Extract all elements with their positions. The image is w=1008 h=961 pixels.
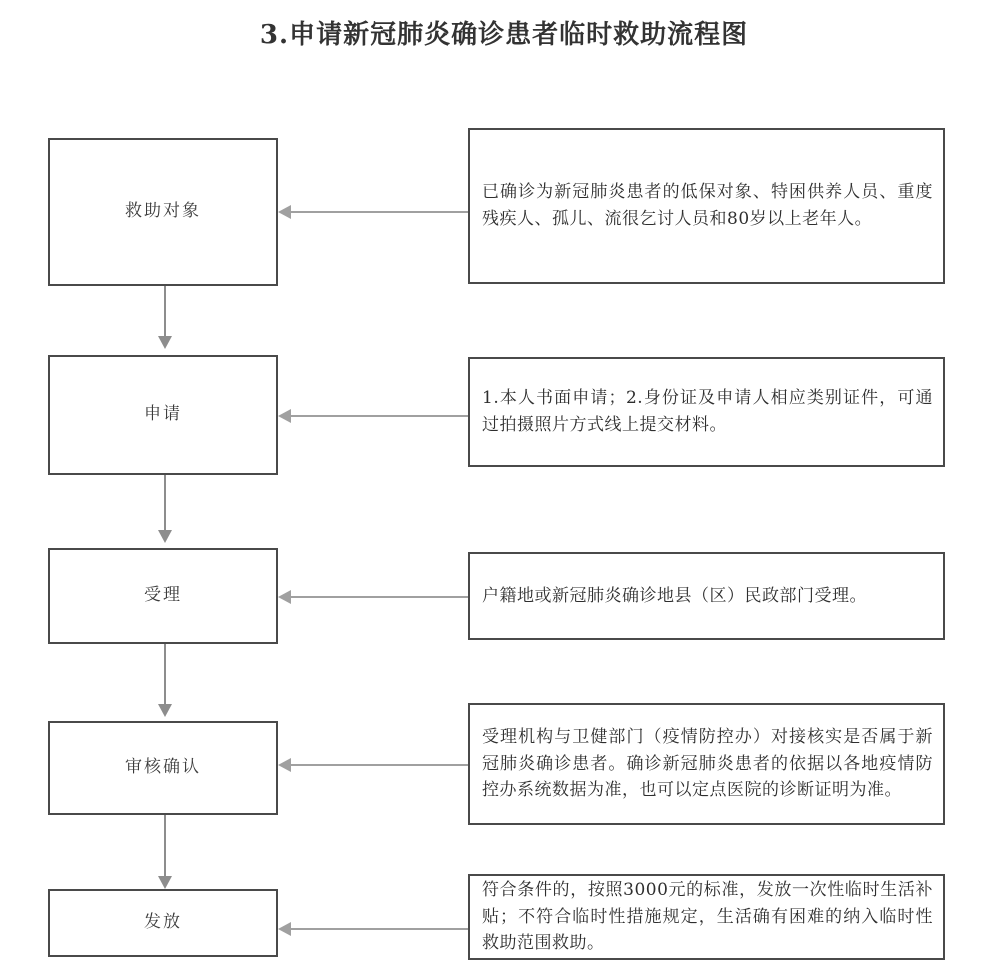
flow-note-text: 1.本人书面申请；2.身份证及申请人相应类别证件，可通过拍摄照片方式线上提交材料。 bbox=[482, 388, 933, 435]
flow-node-label: 申请 bbox=[144, 404, 182, 425]
arrow-left-icon bbox=[278, 590, 291, 604]
arrow-down-icon bbox=[158, 704, 172, 717]
flow-note-step-1 bbox=[468, 128, 945, 284]
flow-node-step-3 bbox=[48, 548, 278, 644]
vertical-connector-1-to-2 bbox=[164, 286, 166, 338]
vertical-connector-4-to-5 bbox=[164, 815, 166, 878]
flow-note-step-2 bbox=[468, 357, 945, 467]
horizontal-connector-step-2 bbox=[290, 415, 468, 417]
arrow-down-icon bbox=[158, 876, 172, 889]
arrow-down-icon bbox=[158, 530, 172, 543]
vertical-connector-2-to-3 bbox=[164, 475, 166, 532]
flow-node-label: 救助对象 bbox=[125, 201, 201, 222]
arrow-left-icon bbox=[278, 922, 291, 936]
horizontal-connector-step-3 bbox=[290, 596, 468, 598]
flow-note-step-4 bbox=[468, 703, 945, 825]
horizontal-connector-step-5 bbox=[290, 928, 468, 930]
arrow-left-icon bbox=[278, 758, 291, 772]
flow-node-label: 受理 bbox=[144, 585, 182, 606]
flow-note-text: 受理机构与卫健部门（疫情防控办）对接核实是否属于新冠肺炎确诊患者。确诊新冠肺炎患者的依据以各地疫情防控办系统数据为准，也可以定点医院的诊断证明为准。 bbox=[482, 726, 933, 801]
flow-note-step-5 bbox=[468, 874, 945, 960]
page-title: 3.申请新冠肺炎确诊患者临时救助流程图 bbox=[259, 20, 749, 50]
flow-node-step-5 bbox=[48, 889, 278, 957]
flow-node-step-2 bbox=[48, 355, 278, 475]
flow-note-text: 符合条件的，按照3000元的标准，发放一次性临时生活补贴；不符合临时性措施规定，生活确有困难的纳入临时性救助范围救助。 bbox=[482, 879, 933, 954]
flow-note-text: 已确诊为新冠肺炎患者的低保对象、特困供养人员、重度残疾人、孤儿、流很乞讨人员和80岁以上老年人。 bbox=[482, 182, 933, 229]
arrow-left-icon bbox=[278, 409, 291, 423]
arrow-left-icon bbox=[278, 205, 291, 219]
vertical-connector-3-to-4 bbox=[164, 644, 166, 706]
flow-node-step-1 bbox=[48, 138, 278, 286]
flow-note-text: 户籍地或新冠肺炎确诊地县（区）民政部门受理。 bbox=[482, 585, 867, 606]
flow-node-label: 发放 bbox=[144, 912, 182, 933]
flow-node-step-4 bbox=[48, 721, 278, 815]
flow-node-label: 审核确认 bbox=[125, 757, 201, 778]
horizontal-connector-step-1 bbox=[290, 211, 468, 213]
horizontal-connector-step-4 bbox=[290, 764, 468, 766]
arrow-down-icon bbox=[158, 336, 172, 349]
flow-note-step-3 bbox=[468, 552, 945, 640]
